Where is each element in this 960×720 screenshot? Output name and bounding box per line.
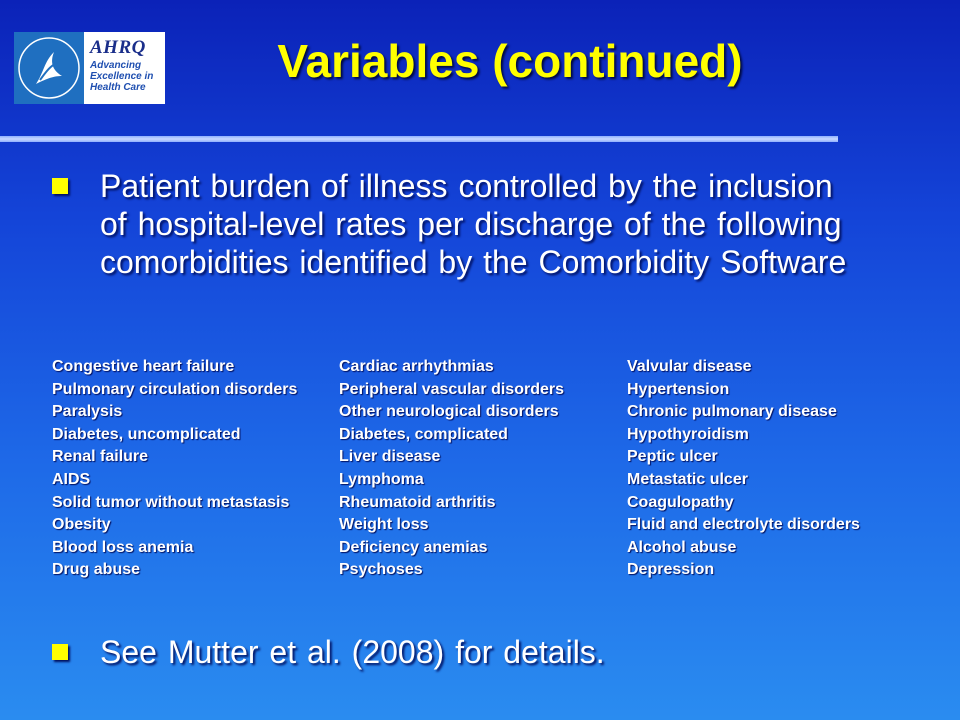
comorbidity-item: Paralysis [52,403,123,421]
comorbidity-item: Hypertension [627,380,730,398]
comorbidity-column-1 [52,356,297,582]
comorbidity-item: Pulmonary circulation disorders [52,380,298,398]
comorbidity-item: Diabetes, complicated [339,425,508,443]
comorbidity-column-2 [339,356,564,582]
comorbidity-item: Weight loss [339,516,429,534]
comorbidity-item: Deficiency anemias [339,538,488,556]
comorbidity-item: Peptic ulcer [627,448,718,466]
comorbidity-item: Congestive heart failure [52,358,235,375]
comorbidity-item: Metastatic ulcer [627,470,748,488]
comorbidity-item: Valvular disease [627,358,752,375]
comorbidity-item: Diabetes, uncomplicated [52,425,241,443]
bullet-text: See Mutter et al. (2008) for details. [100,634,605,670]
ahrq-wordmark [84,32,165,104]
comorbidity-item: Psychoses [339,561,423,579]
comorbidity-item: Coagulopathy [627,493,734,511]
ahrq-tagline: Advancing Excellence in Health Care [90,60,154,93]
comorbidity-item: Hypothyroidism [627,425,749,443]
comorbidity-item: Drug abuse [52,561,141,579]
hhs-seal-icon [14,32,84,104]
square-bullet-icon [52,644,68,660]
comorbidity-item: Fluid and electrolyte disorders [627,516,860,534]
comorbidity-item: AIDS [52,470,91,488]
slide-title: Variables (continued) [277,35,743,87]
comorbidity-item: Depression [627,561,715,579]
comorbidity-item: Other neurological disorders [339,403,559,421]
comorbidity-column-3 [627,356,860,582]
comorbidity-item: Chronic pulmonary disease [627,403,837,421]
bullet-text: Patient burden of illness controlled by the inclusion of hospital-level rates per discharge of the following comorbidities identified by the Comorbidity Software [100,168,847,280]
comorbidity-item: Lymphoma [339,470,424,488]
comorbidity-item: Renal failure [52,448,149,466]
square-bullet-icon [52,178,68,194]
comorbidity-item: Obesity [52,516,111,534]
ahrq-logo [14,32,165,104]
bullet-item [50,167,870,281]
comorbidity-item: Rheumatoid arthritis [339,493,496,511]
bullet-item [50,633,870,671]
comorbidity-item: Cardiac arrhythmias [339,358,494,375]
comorbidity-item: Solid tumor without metastasis [52,493,290,511]
comorbidity-item: Blood loss anemia [52,538,194,556]
ahrq-name: AHRQ [90,37,146,58]
comorbidity-item: Alcohol abuse [627,538,737,556]
comorbidity-item: Peripheral vascular disorders [339,380,564,398]
comorbidity-item: Liver disease [339,448,441,466]
title-divider [0,136,838,142]
